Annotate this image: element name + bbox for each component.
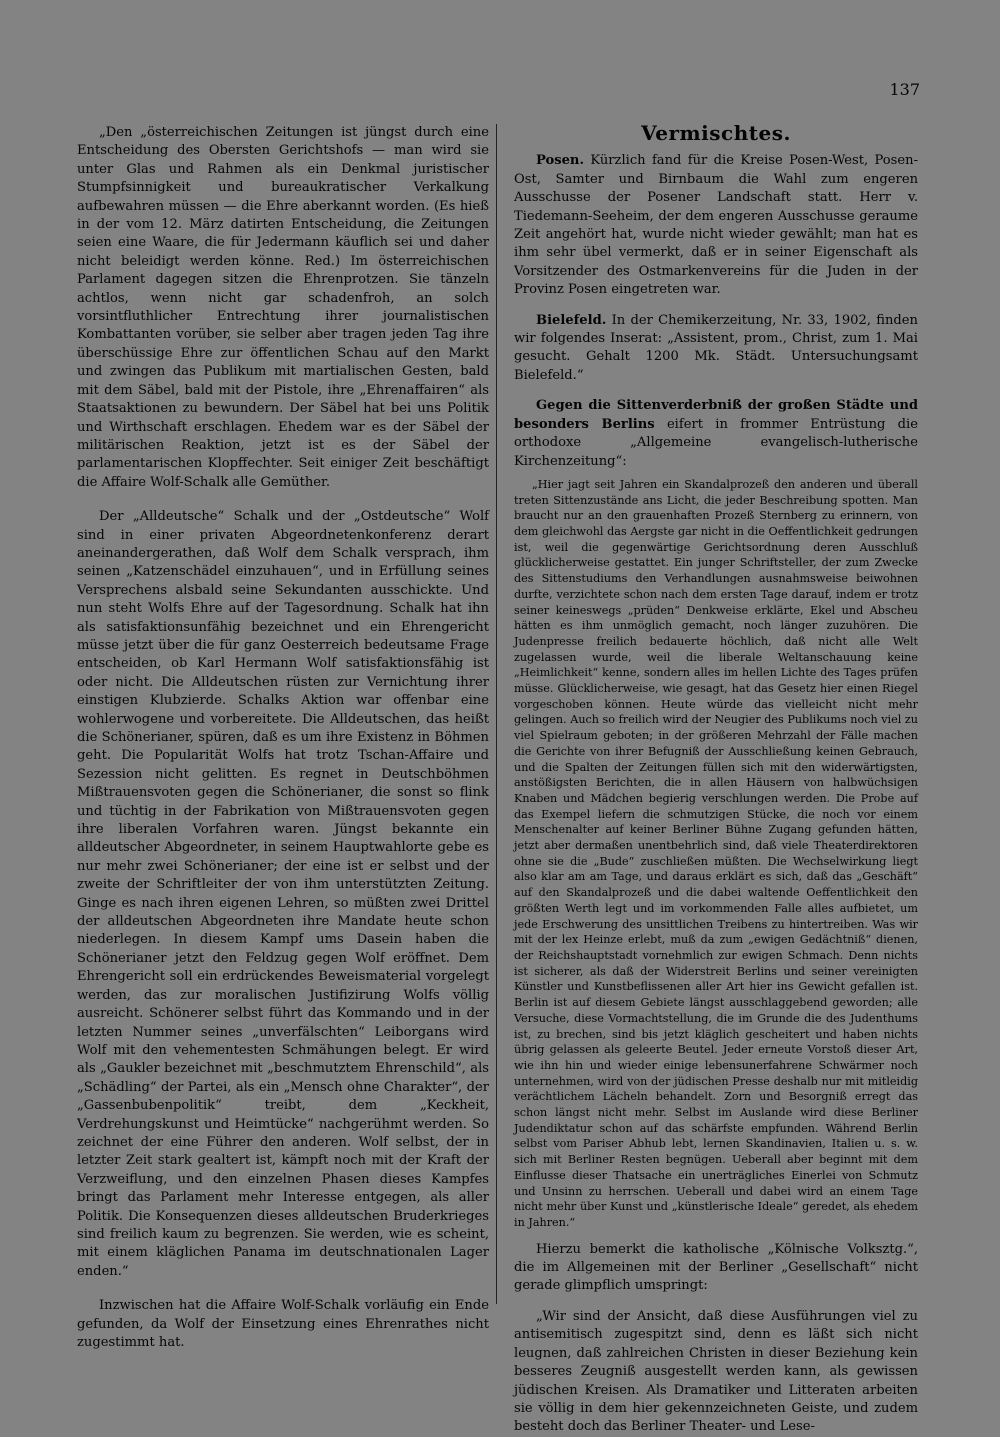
column-divider: [496, 124, 497, 1304]
right-column: [514, 121, 918, 1437]
article-paragraph-1: „Den „österreichischen Zeitungen ist jüngst durch eine Entscheidung des Obersten Gerichtshofs — man wird sie unter Glas und Rahmen als ein Denkmal juristischer Stumpfsinnigkeit und bureaukratischer Verkalkung aufbewahren müssen — die Ehre aberkannt worden. (Es hieß in der vom 12. März datirten Entscheidung, die Zeitungen seien eine Waare, die für Jedermann käuflich sei und daher nicht beleidigt werden könne. Red.) Im österreichischen Parlament dagegen sitzen die Ehrenprotzen. Sie tänzeln achtlos, wenn nicht gar schadenfroh, an solch vorsintfluthlicher Entrechtung ihrer journalistischen Kombattanten vorüber, sie selber aber tragen jeden Tag ihre überschüssige Ehre zur öffentlichen Schau auf den Markt und zwingen das Publikum mit martialischen Gesten, bald mit dem Säbel, bald mit der Pistole, ihre „Ehrenaffairen“ als Staatsaktionen zu bewundern. Der Säbel hat bei uns Politik und Wirthschaft erschlagen. Ehedem war es der Säbel der militärischen Reaktion, jetzt ist es der Säbel der parlamentarischen Klopffechter. Seit einiger Zeit beschäftigt die Affaire Wolf-Schalk alle Gemüther.: [77, 125, 489, 490]
church-newspaper-quote: „Hier jagt seit Jahren ein Skandalprozeß den anderen und überall treten Sittenzustände ans Licht, die jeder Beschreibung spotten. Man braucht nur an den grauenhaften Prozeß Sternberg zu erinnern, von dem gleichwohl das Aergste gar nicht in die Oeffentlichkeit gedrungen ist, weil die gegenwärtige Gerichtsordnung deren Ausschluß glücklicherweise gestattet. Ein junger Schriftsteller, der zum Zwecke des Sittenstudiums den Verhandlungen ausnahmsweise beiwohnen durfte, verzichtete schon nach dem ersten Tage darauf, indem er trotz seiner keineswegs „prüden“ Denkweise erklärte, Ekel und Abscheu hätten es ihm unmöglich gemacht, noch länger zuzuhören. Die Judenpresse freilich bedauerte höchlich, daß nicht alle Welt zugelassen wurde, weil die liberale Weltanschauung keine „Heimlichkeit“ kenne, sondern alles im hellen Lichte des Tages prüfen müsse. Glücklicherweise, wie gesagt, hat das Gesetz hier einen Riegel vorgeschoben können. Heute würde das vielleicht nicht mehr gelingen. Auch so freilich wird der Neugier des Publikums noch viel zu viel Spielraum geboten; in der größeren Mehrzahl der Fälle machen die Gerichte von ihrer Befugniß der Ausschließung keinen Gebrauch, und die Spalten der Zeitungen füllen sich mit den widerwärtigsten, anstößigsten Berichten, die in allen Häusern von halbwüchsigen Knaben und Mädchen begierig verschlungen werden. Die Probe auf das Exempel liefern die schmutzigen Stücke, die noch vor einem Menschenalter auf keiner Berliner Bühne Zugang gefunden hätten, jetzt aber dermaßen unentbehrlich sind, daß viele Theaterdirektoren ohne sie die „Bude“ zuschließen müßten. Die Wechselwirkung liegt also klar am am Tage, und daraus erklärt es sich, daß das „Geschäft“ auf den Skandalprozeß und die dabei waltende Oeffentlichkeit den größten Werth legt und im vorkommenden Falle alles aufbietet, um jede Erschwerung des unsittlichen Treibens zu hintertreiben. Was wir mit der lex Heinze erlebt, muß da zum „ewigen Gedächtniß“ dienen, der Reichshauptstadt vornehmlich zur ewigen Schmach. Denn nichts ist sicherer, als daß der Widerstreit Berlins und seiner vereinigten Künstler und Kunstbeflissenen aller Art hier ins Gewicht gefallen ist. Berlin ist auf diesem Gebiete längst ausschlaggebend geworden; alle Versuche, diese Vormachtstellung, die im Grunde die des Judenthums ist, zu brechen, sind bis jetzt kläglich gescheitert und haben nichts übrig gelassen als geleerte Beutel. Jeder erneute Vorstoß dieser Art, wie ihn hin und wieder einige lebensunerfahrene Schwärmer noch unternehmen, wird von der jüdischen Presse deshalb nur mit mitleidig verächtlichem Lächeln behandelt. Zorn und Besorgniß erregt das schon längst nicht mehr. Selbst im Auslande wird diese Berliner Judendiktatur schon auf das schärfste empfunden. Während Berlin selbst vom Pariser Abhub lebt, lernen Skandinavien, Italien u. s. w. sich mit Berliner Resten begnügen. Ueberall aber beginnt mit dem Einflusse dieser Thatsache ein unerträgliches Einerlei von Schmutz und Unsinn zu herrschen. Ueberall und dabei wird an einem Tage nicht mehr über Kunst und „künstlerische Ideale“ geredet, als ehedem in Jahren.“: [514, 477, 918, 1229]
page-number: 137: [889, 80, 920, 99]
bielefeld-text: In der Chemikerzeitung, Nr. 33, 1902, finden wir folgendes Inserat: „Assistent, prom., Christ, zum 1. Mai gesucht. Gehalt 1200 Mk. Städt. Untersuchungsamt Bielefeld.“: [514, 312, 918, 383]
left-column: [77, 124, 489, 1352]
bielefeld-item: [514, 312, 918, 386]
sittenverderbniss-lead: Gegen die Sittenverderbniß der großen Städte und besonders Berlins: [514, 398, 918, 432]
posen-lead: Posen.: [536, 153, 585, 169]
section-title: Vermischtes.: [641, 121, 791, 145]
article-paragraph-2: Der „Alldeutsche“ Schalk und der „Ostdeutsche“ Wolf sind in einer privaten Abgeordnetenkonferenz derart aneinandergerathen, daß Wolf dem Schalk versprach, ihm seinen „Katzenschädel einzuhauen“, und in Erfüllung seines Versprechens alsbald seine Sekundanten ausschickte. Und nun steht Wolfs Ehre auf der Tagesordnung. Schalk hat ihn als satisfaktionsunfähig bezeichnet und ein Ehrengericht müsse jetzt über die für ganz Oesterreich bedeutsame Frage entscheiden, ob Karl Hermann Wolf satisfaktionsfähig ist oder nicht. Die Alldeutschen rüsten zur Vernichtung ihrer einstigen Klubzierde. Schalks Aktion war offenbar eine wohlerwogene und vorbereitete. Die Alldeutschen, das heißt die Schönerianer, spüren, daß es um ihre Existenz in Böhmen geht. Die Popularität Wolfs hat trotz Tschan-Affaire und Sezession nicht gelitten. Es regnet in Deutschböhmen Mißtrauensvoten gegen die Schönerianer, die sonst so flink und tüchtig in der Fabrikation von Mißtrauensvoten gegen ihre liberalen Vorfahren waren. Jüngst bekannte ein alldeutscher Abgeordneter, in seinem Hauptwahlorte gebe es nur mehr zwei Schönerianer; der eine ist er selbst und der zweite der Schriftleiter der von ihm unterstützten Zeitung. Ginge es nach ihren eigenen Lehren, so müßten zwei Drittel der alldeutschen Abgeordneten ihre Mandate heute schon niederlegen. In diesem Kampf ums Dasein haben die Schönerianer jetzt den Feldzug gegen Wolf eröffnet. Dem Ehrengericht soll ein erdrückendes Beweismaterial vorgelegt werden, das zur moralischen Justifizirung Wolfs völlig ausreicht. Schönerer selbst führt das Kommando und in der letzten Nummer seines „unverfälschten“ Leiborgans wird Wolf mit den vehementesten Schmähungen belegt. Er wird als „Gaukler bezeichnet mit „beschmutztem Ehrenschild“, als „Schädling“ der Partei, als ein „Mensch ohne Charakter“, der „Gassenbubenpolitik“ treibt, dem „Keckheit, Verdrehungskunst und Heimtücke“ nachgerühmt werden. So zeichnet der eine Führer den anderen. Wolf selbst, der in letzter Zeit stark gealtert ist, kämpft noch mit der Kraft der Verzweiflung, und den einzelnen Phasen dieses Kampfes bringt das Parlament mehr Interesse entgegen, als aller Politik. Die Konsequenzen dieses alldeutschen Bruderkrieges sind freilich kaum zu begrenzen. Sie werden, wie es scheint, mit einem kläglichen Panama im deutschnationalen Lager enden.“: [77, 509, 489, 1279]
article-paragraph-3: Inzwischen hat die Affaire Wolf-Schalk vorläufig ein Ende gefunden, da Wolf der Einsetzung eines Ehrenrathes nicht zugestimmt hat.: [77, 1298, 489, 1350]
sittenverderbniss-item: [514, 397, 918, 471]
posen-text: Kürzlich fand für die Kreise Posen-West, Posen-Ost, Samter und Birnbaum die Wahl zum engeren Ausschusse der Posener Landschaft statt. Herr v. Tiedemann-Seeheim, der dem engeren Ausschusse geraume Zeit angehört hat, wurde nicht wieder gewählt; man hat es ihm sehr übel vermerkt, daß er in seiner Eigenschaft als Vorsitzender des Ostmarkenvereins für die Juden in der Provinz Posen eingetreten war.: [514, 153, 918, 298]
cologne-quote: „Wir sind der Ansicht, daß diese Ausführungen viel zu antisemitisch zugespitzt sind, denn es läßt sich nicht leugnen, daß zahlreichen Christen in dieser Beziehung kein besseres Zeugniß ausgestellt werden kann, als gewissen jüdischen Kreisen. Als Dramatiker und Litteraten arbeiten sie völlig in dem hier gekennzeichneten Geiste, und zudem besteht doch das Berliner Theater- und Lese-: [514, 1308, 918, 1435]
sittenverderbniss-text: eifert in frommer Entrüstung die orthodoxe „Allgemeine evangelisch-lutherische Kirchenzeitung“:: [514, 416, 918, 469]
bielefeld-lead: Bielefeld.: [536, 312, 607, 328]
posen-item: [514, 152, 918, 299]
cologne-comment: Hierzu bemerkt die katholische „Kölnische Volksztg.“, die im Allgemeinen mit der Berliner „Gesellschaft“ nicht gerade glimpflich umspringt:: [514, 1241, 918, 1294]
